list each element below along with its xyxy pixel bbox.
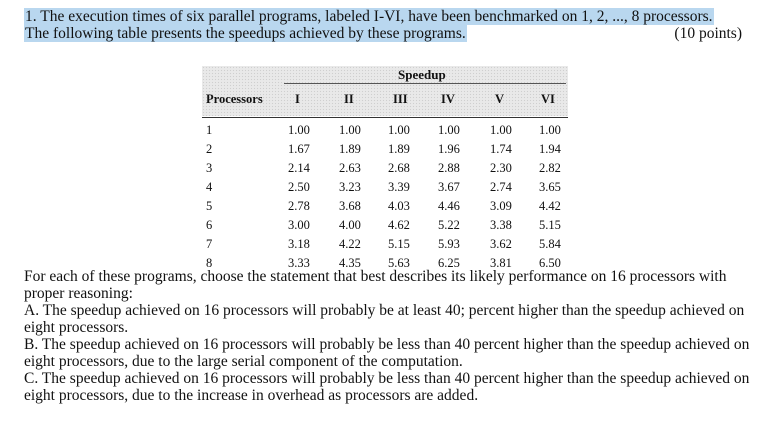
cell-iv: 6.25 xyxy=(438,256,460,270)
cell-ii: 4.35 xyxy=(339,256,361,270)
question-line-1 xyxy=(24,8,748,25)
speedup-rule xyxy=(284,83,566,84)
cell-ii: 3.68 xyxy=(339,199,361,213)
cell-i: 3.00 xyxy=(288,218,310,232)
cell-processors: 8 xyxy=(206,256,213,270)
cell-iv: 1.00 xyxy=(438,123,460,137)
question-line-2 xyxy=(24,25,748,42)
cell-ii: 4.00 xyxy=(339,218,361,232)
cell-iv: 5.22 xyxy=(438,218,460,232)
cell-v: 3.62 xyxy=(490,237,512,251)
instructions xyxy=(24,268,750,404)
speedup-table xyxy=(202,66,568,280)
cell-iii: 1.89 xyxy=(388,142,410,156)
cell-i: 2.78 xyxy=(288,199,310,213)
cell-v: 1.74 xyxy=(490,142,512,156)
cell-iii: 5.15 xyxy=(388,237,410,251)
cell-iii: 3.39 xyxy=(388,180,410,194)
cell-i: 1.00 xyxy=(288,123,310,137)
cell-processors: 1 xyxy=(206,123,213,137)
cell-i: 3.33 xyxy=(288,256,310,270)
cell-iv: 2.88 xyxy=(438,161,460,175)
cell-iv: 4.46 xyxy=(438,199,460,213)
cell-vi: 1.94 xyxy=(539,142,561,156)
cell-iv: 3.67 xyxy=(438,180,460,194)
cell-iv: 1.96 xyxy=(438,142,460,156)
question-text-line-1: 1. The execution times of six parallel programs, labeled I-VI, have been benchmarked on 1, 2, ..., 8 processors. xyxy=(25,8,713,25)
cell-iii: 4.03 xyxy=(388,199,410,213)
cell-v: 2.74 xyxy=(490,180,512,194)
column-header-vi: VI xyxy=(541,92,555,106)
cell-v: 3.09 xyxy=(490,199,512,213)
cell-iii: 4.62 xyxy=(388,218,410,232)
cell-vi: 3.65 xyxy=(539,180,561,194)
cell-v: 3.81 xyxy=(490,256,512,270)
cell-processors: 5 xyxy=(206,199,213,213)
cell-processors: 2 xyxy=(206,142,213,156)
option-c: C. The speedup achieved on 16 processors will probably be less than 40 percent higher than the speedup achieved on eight processors, due to the increase in overhead as processors are added. xyxy=(24,370,750,404)
cell-v: 3.38 xyxy=(490,218,512,232)
cell-vi: 5.84 xyxy=(539,237,561,251)
cell-i: 2.50 xyxy=(288,180,310,194)
cell-iii: 5.63 xyxy=(388,256,410,270)
cell-v: 2.30 xyxy=(490,161,512,175)
speedup-group-label: Speedup xyxy=(398,67,446,82)
cell-ii: 3.23 xyxy=(339,180,361,194)
cell-ii: 4.22 xyxy=(339,237,361,251)
option-a: A. The speedup achieved on 16 processors will probably be at least 40; percent higher than the speedup achieved on eight processors. xyxy=(24,302,745,336)
cell-i: 1.67 xyxy=(288,142,310,156)
cell-v: 1.00 xyxy=(490,123,512,137)
instructions-intro: For each of these programs, choose the statement that best describes its likely performance on 16 processors with proper reasoning: xyxy=(24,268,727,302)
cell-vi: 2.82 xyxy=(539,161,561,175)
cell-ii: 2.63 xyxy=(339,161,361,175)
cell-processors: 7 xyxy=(206,237,213,251)
column-header-processors: Processors xyxy=(206,92,263,106)
table-header xyxy=(202,66,568,116)
column-header-iv: IV xyxy=(441,92,455,106)
points-label: (10 points) xyxy=(674,25,742,42)
header-rule xyxy=(202,117,568,118)
cell-processors: 4 xyxy=(206,180,213,194)
cell-processors: 3 xyxy=(206,161,213,175)
column-header-v: V xyxy=(495,92,505,106)
cell-vi: 6.50 xyxy=(539,256,561,270)
cell-iii: 2.68 xyxy=(388,161,410,175)
cell-processors: 6 xyxy=(206,218,213,232)
question-header xyxy=(24,8,748,42)
option-b: B. The speedup achieved on 16 processors will probably be less than 40 percent higher than the speedup achieved on eight processors, due to the large serial component of the computation. xyxy=(24,336,750,370)
column-header-ii: II xyxy=(344,92,354,106)
cell-i: 2.14 xyxy=(288,161,310,175)
question-text-line-2: The following table presents the speedups achieved by these programs. xyxy=(25,25,466,42)
cell-ii: 1.00 xyxy=(339,123,361,137)
column-header-iii: III xyxy=(393,92,408,106)
cell-vi: 5.15 xyxy=(539,218,561,232)
cell-ii: 1.89 xyxy=(339,142,361,156)
column-header-i: I xyxy=(295,92,300,106)
cell-vi: 1.00 xyxy=(539,123,561,137)
cell-vi: 4.42 xyxy=(539,199,561,213)
cell-i: 3.18 xyxy=(288,237,310,251)
cell-iv: 5.93 xyxy=(438,237,460,251)
cell-iii: 1.00 xyxy=(388,123,410,137)
